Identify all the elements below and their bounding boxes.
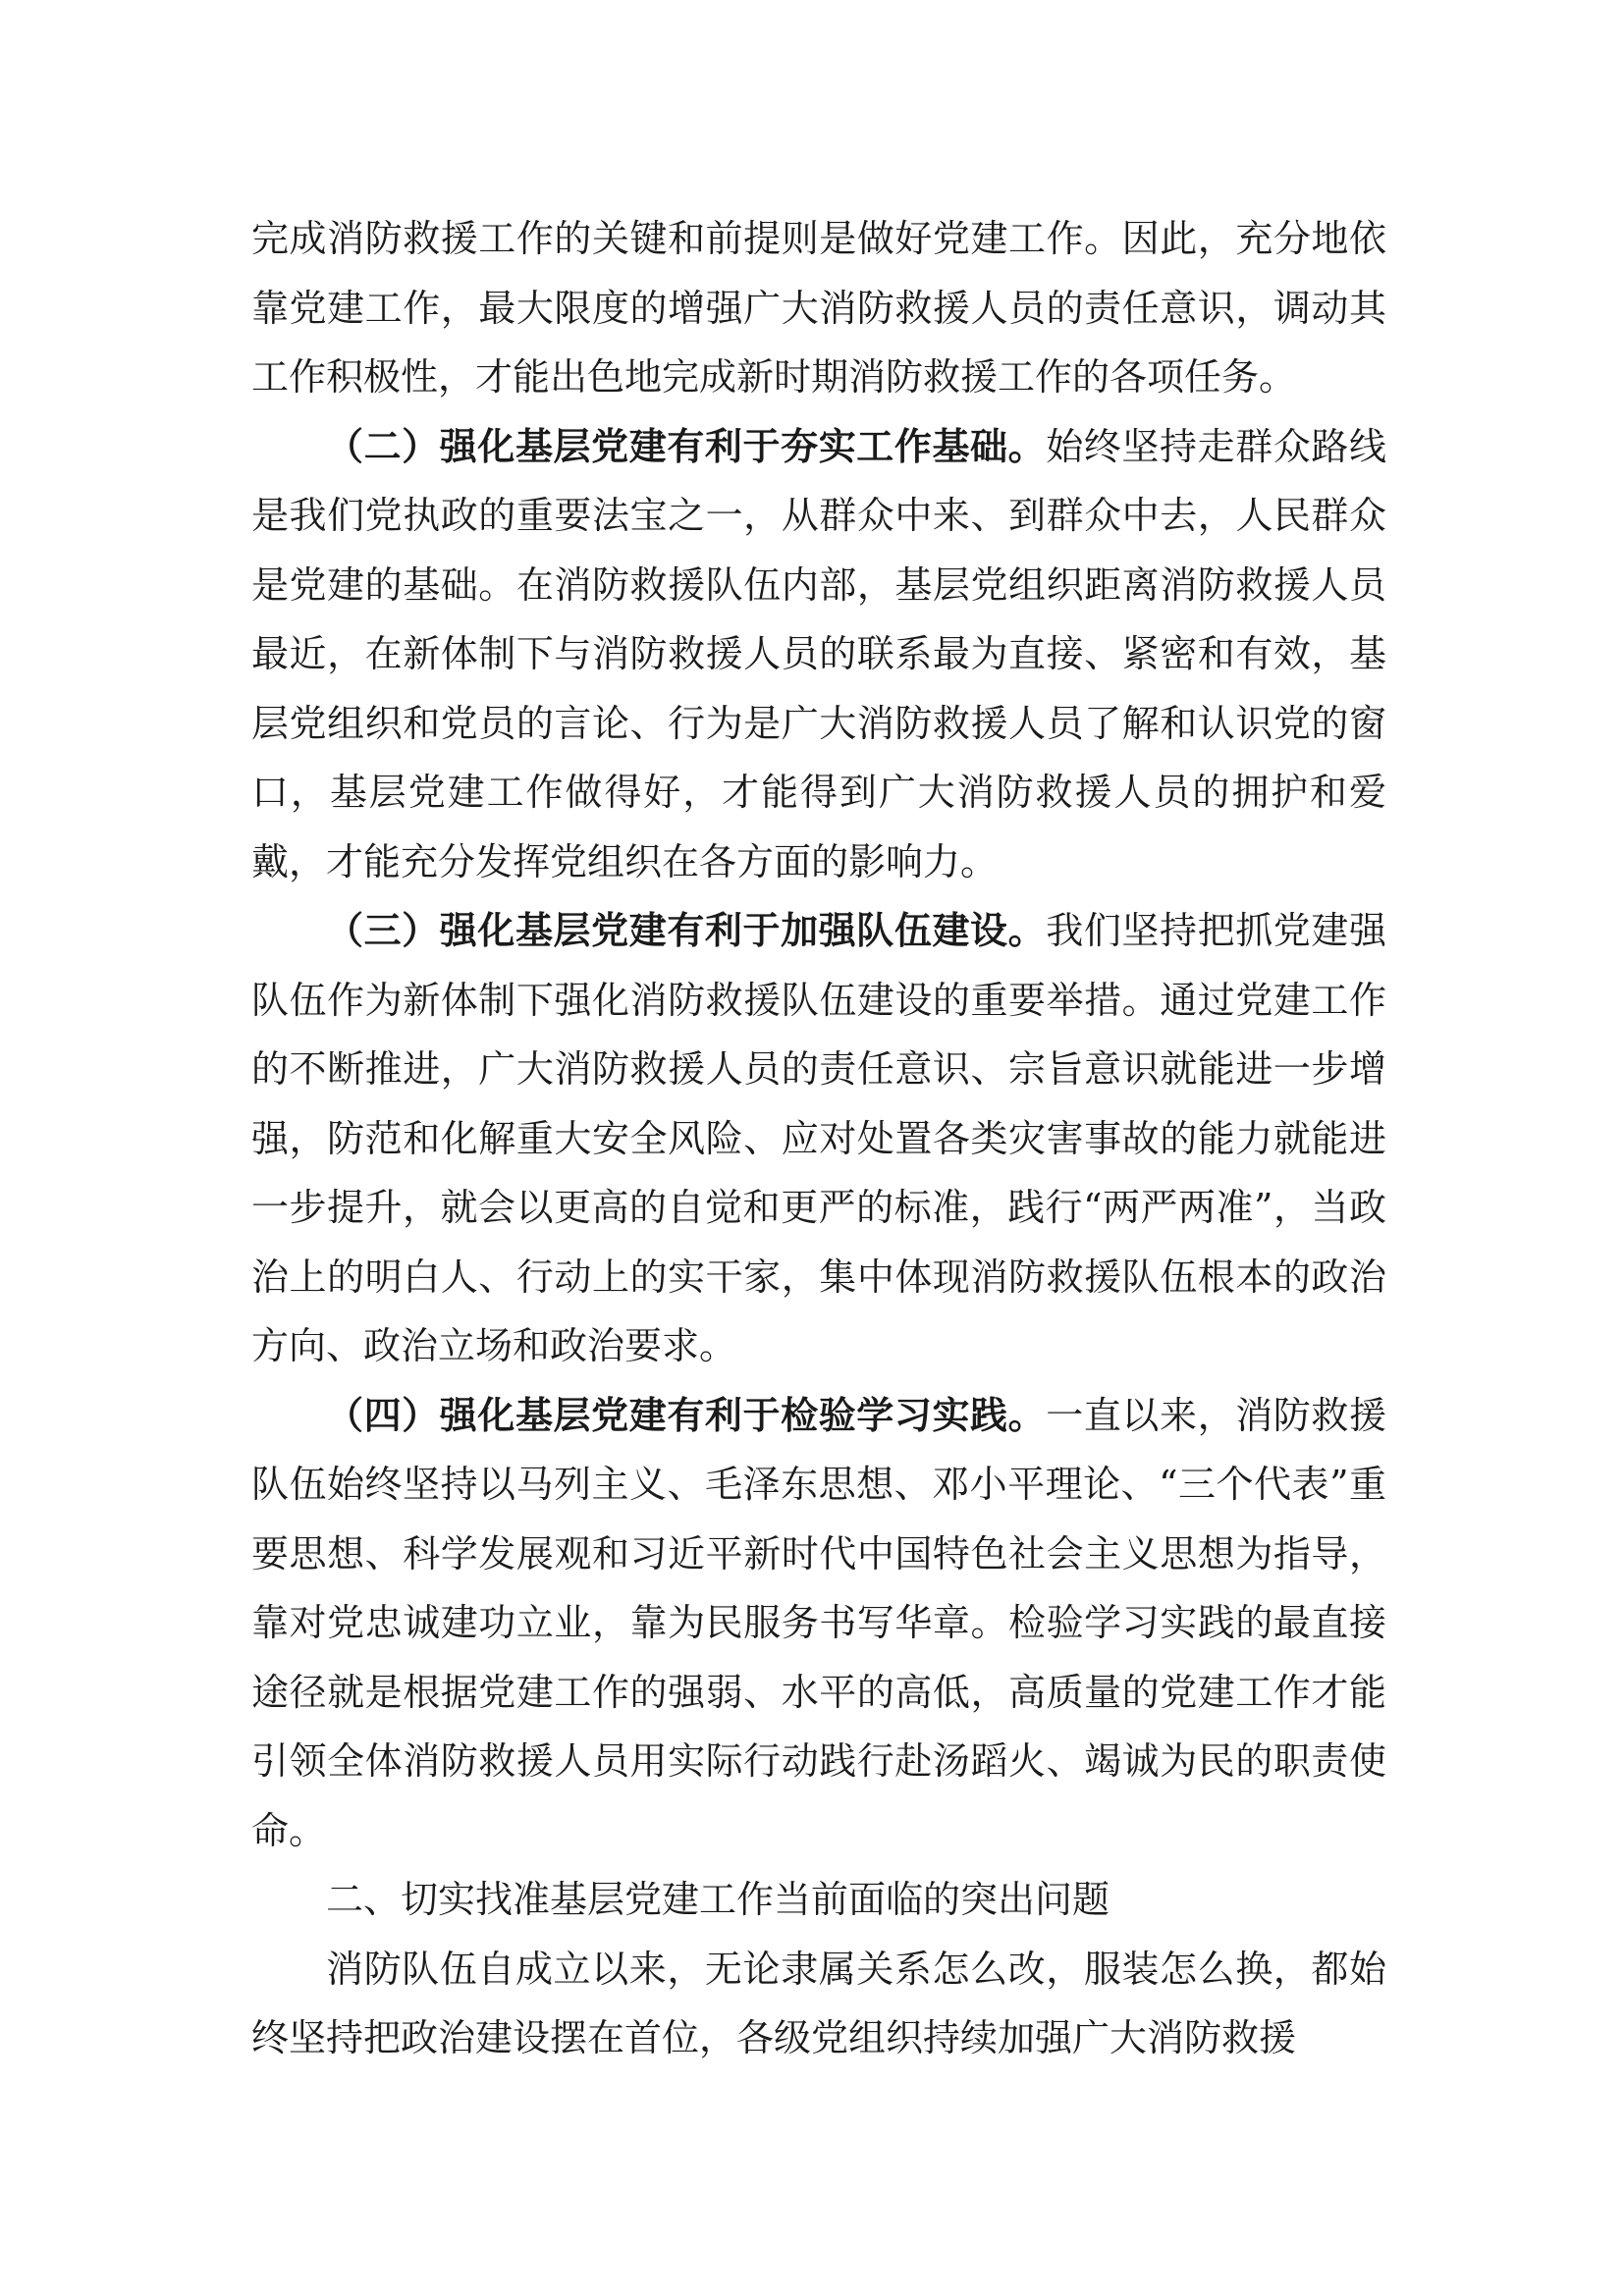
paragraph-3-title: （三）强化基层党建有利于加强队伍建设。 xyxy=(326,909,1047,952)
paragraph-3 xyxy=(251,896,1386,1381)
paragraph-4 xyxy=(251,1381,1386,1866)
document-body xyxy=(251,204,1386,2073)
section-heading: 二、切实找准基层党建工作当前面临的突出问题 xyxy=(326,1878,1110,1921)
paragraph-2-body: 始终坚持走群众路线是我们党执政的重要法宝之一，从群众中来、到群众中去，人民群众是党建的基础。在消防救援队伍内部，基层党组织距离消防救援人员最近，在新体制下与消防救援人员的联系最为直接、紧密和有效，基层党组织和党员的言论、行为是广大消防救援人员了解和认识党的窗口，基层党建工作做得好，才能得到广大消防救援人员的拥护和爱戴，才能充分发挥党组织在各方面的影响力。 xyxy=(251,424,1386,883)
paragraph-2 xyxy=(251,412,1386,897)
paragraph-2-title: （二）强化基层党建有利于夯实工作基础。 xyxy=(326,424,1047,468)
paragraph-continuation: 完成消防救援工作的关键和前提则是做好党建工作。因此，充分地依靠党建工作，最大限度的增强广大消防救援人员的责任意识，调动其工作积极性，才能出色地完成新时期消防救援工作的各项任务。 xyxy=(251,217,1386,399)
paragraph-3-body: 我们坚持把抓党建强队伍作为新体制下强化消防救援队伍建设的重要举措。通过党建工作的不断推进，广大消防救援人员的责任意识、宗旨意识就能进一步增强，防范和化解重大安全风险、应对处置各类灾害事故的能力就能进一步提升，就会以更高的自觉和更严的标准，践行“两严两准”，当政治上的明白人、行动上的实干家，集中体现消防救援队伍根本的政治方向、政治立场和政治要求。 xyxy=(251,909,1386,1367)
paragraph-5: 消防队伍自成立以来，无论隶属关系怎么改，服装怎么换，都始终坚持把政治建设摆在首位，各级党组织持续加强广大消防救援 xyxy=(251,1947,1386,2059)
paragraph-4-title: （四）强化基层党建有利于检验学习实践。 xyxy=(326,1393,1047,1437)
paragraph-4-body: 一直以来，消防救援队伍始终坚持以马列主义、毛泽东思想、邓小平理论、“三个代表”重要思想、科学发展观和习近平新时代中国特色社会主义思想为指导，靠对党忠诚建功立业，靠为民服务书写华章。检验学习实践的最直接途径就是根据党建工作的强弱、水平的高低，高质量的党建工作才能引领全体消防救援人员用实际行动践行赴汤蹈火、竭诚为民的职责使命。 xyxy=(251,1393,1386,1852)
